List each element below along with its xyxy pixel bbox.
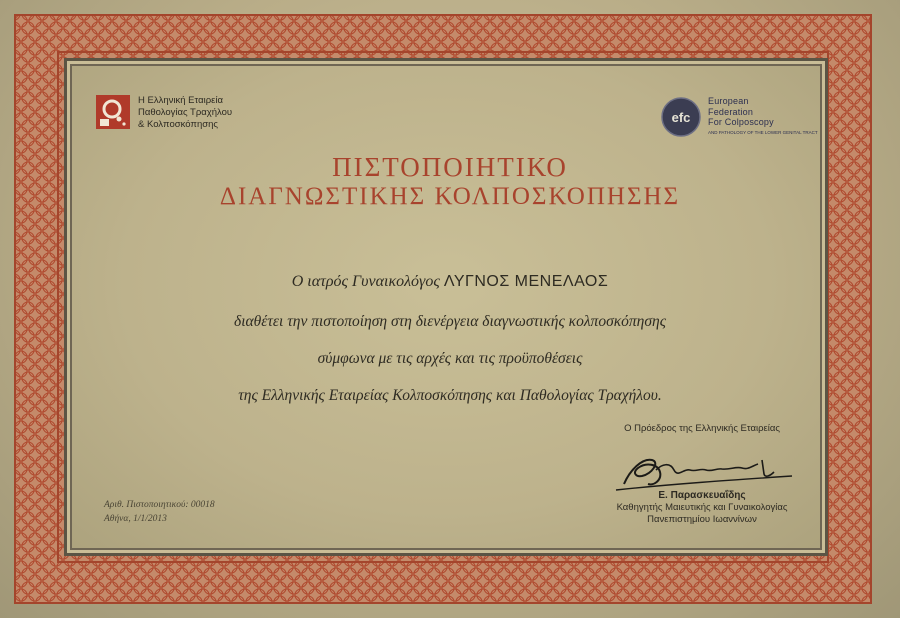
efc-name-line2: Federation [708, 106, 754, 117]
efc-logo [660, 96, 818, 138]
hsptc-name-line2: Παθολογίας Τραχήλου [138, 107, 233, 118]
certificate-subtitle: ΔΙΑΓΝΩΣΤΙΚΗΣ ΚΟΛΠΟΣΚΟΠΗΣΗΣ [219, 183, 681, 210]
efc-name-line1: European [708, 96, 749, 106]
doctor-line-prefix: Ο ιατρός Γυναικολόγος [291, 273, 440, 290]
doctor-line [0, 273, 900, 291]
certification-text-line3: της Ελληνικής Εταιρείας Κολποσκόπησης και Παθολογίας Τραχήλου. [238, 387, 662, 404]
signer-role-line1: Καθηγητής Μαιευτικής και Γυναικολογίας [616, 502, 788, 513]
efc-name-line3: For Colposcopy [708, 117, 774, 127]
signer-role-line2: Πανεπιστημίου Ιωαννίνων [647, 514, 757, 525]
signer-role [594, 502, 810, 526]
efc-logo-icon [660, 96, 702, 138]
certificate-number: Αριθ. Πιστοποιητικού: 00018 [104, 500, 215, 510]
hsptc-name-line1: Η Ελληνική Εταιρεία [138, 95, 223, 106]
efc-abbr: efc [671, 110, 691, 125]
hsptc-logo-icon [96, 95, 130, 129]
certificate-title: ΠΙΣΤΟΠΟΙΗΤΙΚΟ [332, 152, 568, 182]
signer-name: Ε. Παρασκευαΐδης [658, 490, 746, 501]
certificate-date: Αθήνα, 1/1/2013 [104, 514, 167, 524]
certification-text-line2: σύμφωνα με τις αρχές και τις προϋποθέσεις [317, 350, 583, 367]
hsptc-name-line3: & Κολποσκόπησης [138, 119, 218, 130]
certification-text-line1: διαθέτει την πιστοποίηση στη διενέργεια διαγνωστικής κολποσκόπησης [234, 313, 666, 330]
hsptc-logo [96, 95, 232, 131]
doctor-name: ΛΥΓΝΟΣ ΜΕΝΕΛΑΟΣ [443, 273, 609, 290]
efc-tagline: AND PATHOLOGY OF THE LOWER GENITAL TRACT [708, 129, 818, 135]
president-title: Ο Πρόεδρος της Ελληνικής Εταιρείας [624, 423, 780, 434]
